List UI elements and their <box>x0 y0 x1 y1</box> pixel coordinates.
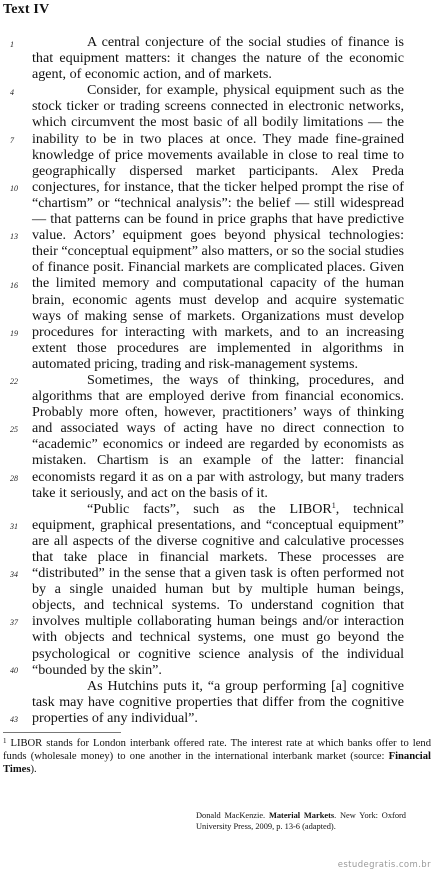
line-number: 19 <box>10 329 18 338</box>
line-number: 13 <box>10 232 18 241</box>
paragraph-3: Sometimes, the ways of thinking, procedures, and algorithms that are employed derive from financial economics. Probably more often, however, practitioners’ ways of thinking and associated ways of acting have no direct connection to “academic” economics or indeed are regarded by economists as mistaken. Chartism is an example of the latter: financial economists regard it as on a par with astrology, but many traders take it seriously, and act on the basis of it. <box>32 371 404 501</box>
line-number: 22 <box>10 377 18 386</box>
source-citation <box>196 811 406 832</box>
line-number: 25 <box>10 425 18 434</box>
watermark: estudegratis.com.br <box>337 860 431 870</box>
source-book-title: Material Markets <box>268 811 335 820</box>
paragraph-4 <box>32 501 404 678</box>
paragraph-4-rest: , technical equipment, graphical presentations, and “conceptual equipment” are all aspects of the diverse cognitive and calculative processes that take place in financial markets. These processes are “distributed” in the sense that a given task is often performed not by a single unaided human but by multiple human beings, objects, and technical systems. To understand cognition that involves multiple collaborating human beings and/or interaction with objects and technical systems, one must go beyond the psychological or cognitive science analysis of the individual “bounded by the skin”. <box>32 500 404 678</box>
paragraph-1: A central conjecture of the social studies of finance is that equipment matters: it changes the nature of the economic agent, of economic action, and of markets. <box>32 34 404 83</box>
line-number: 10 <box>10 184 18 193</box>
line-number: 40 <box>10 666 18 675</box>
paragraph-4-start: “Public facts”, such as the LIBOR <box>87 500 332 517</box>
footnote-marker: 1 <box>3 737 7 745</box>
source-publication: . New York: Oxford University Press, 2009, p. 13-6 (adapted). <box>196 811 406 831</box>
line-number: 43 <box>10 715 18 724</box>
line-number: 4 <box>10 88 14 97</box>
footnote-divider <box>3 732 121 733</box>
source-author: Donald MacKenzie. <box>196 811 269 820</box>
line-number: 7 <box>10 136 14 145</box>
footnote-reference: 1 <box>331 500 336 510</box>
footnote <box>3 737 431 776</box>
article-body <box>32 34 404 726</box>
line-number: 34 <box>10 570 18 579</box>
text-title: Text IV <box>3 2 50 17</box>
line-number: 1 <box>10 40 14 49</box>
footnote-text: LIBOR stands for London interbank offered rate. The interest rate at which banks offer to lend funds (wholesale money) to one another in the international interbank market (source: <box>3 738 431 762</box>
footnote-source-name: Financial Times <box>3 751 431 775</box>
line-number: 31 <box>10 522 18 531</box>
paragraph-5: As Hutchins puts it, “a group performing [a] cognitive task may have cognitive properties that differ from the cognitive properties of any individual”. <box>32 677 404 726</box>
footnote-text-end: ). <box>30 764 37 775</box>
line-number: 16 <box>10 281 18 290</box>
line-number: 28 <box>10 474 18 483</box>
line-number: 37 <box>10 618 18 627</box>
paragraph-2: Consider, for example, physical equipment such as the stock ticker or trading screens connected in electronic networks, which circumvent the most basic of all bodily limitations — the inability to be in two places at once. They made fine-grained knowledge of price movements available in close to real time to geographically dispersed market participants. Alex Preda conjectures, for instance, that the ticker helped prompt the rise of “chartism” or “technical analysis”: the belief — still widespread — that patterns can be found in price graphs that have predictive value. Actors’ equipment goes beyond physical technologies: their “conceptual equipment” also matters, or so the social studies of finance posit. Financial markets are complicated places. Given the limited memory and computational capacity of the human brain, economic agents must develop and acquire systematic ways of making sense of markets. Organizations must develop procedures for interacting with markets, and to an increasing extent those procedures are implemented in algorithms in automated pricing, trading and risk-management systems. <box>32 82 404 372</box>
